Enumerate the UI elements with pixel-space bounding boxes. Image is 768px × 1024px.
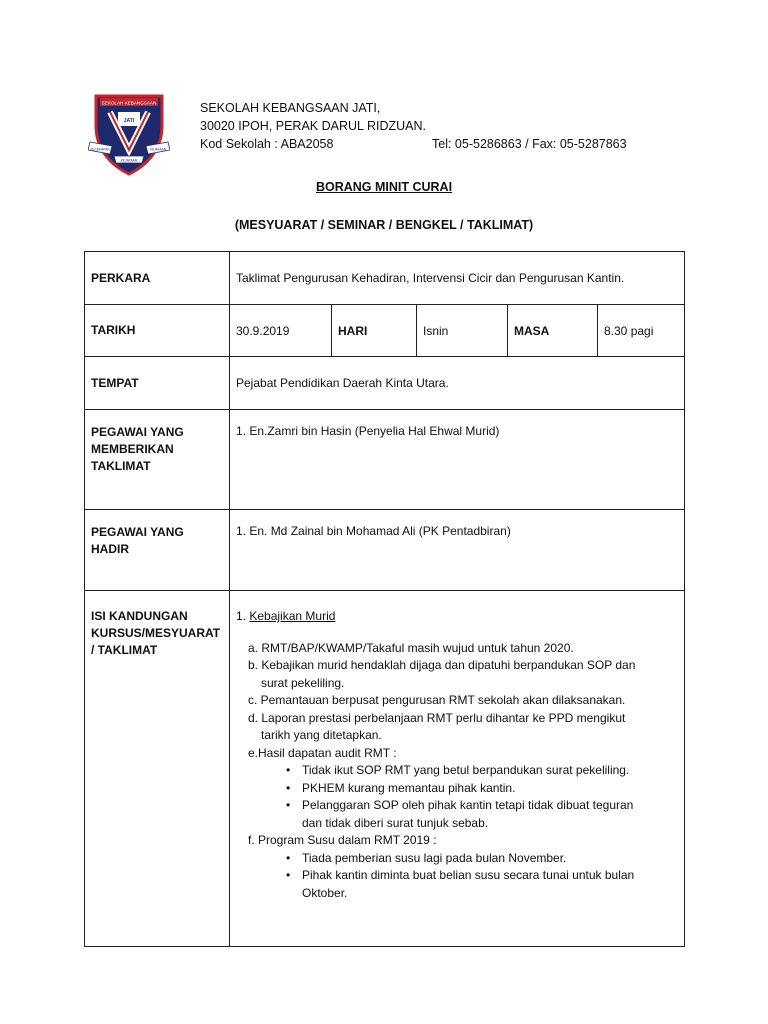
f-bullet-2-text: Pihak kantin diminta buat belian susu secara tunai untuk bulan xyxy=(302,868,635,882)
e-bullet-1 xyxy=(236,762,678,780)
school-code-contact-row xyxy=(200,135,627,153)
item-b-line1: b. Kebajikan murid hendaklah dijaga dan dipatuhi berpandukan SOP dan xyxy=(248,658,636,672)
pegawai-taklimat-label-line2: MEMBERIKAN xyxy=(91,442,174,456)
form-subtitle: (MESYUARAT / SEMINAR / BENGKEL / TAKLIMAT) xyxy=(234,218,534,232)
tempat-value: Pejabat Pendidikan Daerah Kinta Utara. xyxy=(230,357,685,410)
row-perkara xyxy=(85,252,685,305)
item-d-line2: tarikh yang ditetapkan. xyxy=(261,728,382,742)
bullet-icon: • xyxy=(286,763,291,777)
pegawai-hadir-label-line1: PEGAWAI YANG xyxy=(91,525,184,539)
masa-value: 8.30 pagi xyxy=(598,305,685,357)
pegawai-hadir-label xyxy=(85,510,230,591)
item-b-line2: surat pekeliling. xyxy=(261,675,345,690)
e-bullet-3-text-cont: dan tidak diberi surat tunjuk sebab. xyxy=(302,815,489,830)
tarikh-label: TARIKH xyxy=(85,305,230,357)
isi-label-line1: ISI KANDUNGAN xyxy=(91,609,188,623)
crest-right-ribbon: KEJAYAAN xyxy=(149,147,167,152)
item-c: c. Pemantauan berpusat pengurusan RMT sekolah akan dilaksanakan. xyxy=(248,693,626,707)
e-bullet-2-text: PKHEM kurang memantau pihak kantin. xyxy=(302,780,516,795)
pegawai-taklimat-label-line1: PEGAWAI YANG xyxy=(91,425,184,439)
isi-content xyxy=(230,591,685,947)
minutes-table xyxy=(84,251,685,947)
row-pegawai-taklimat xyxy=(85,410,685,510)
bullet-icon: • xyxy=(286,850,291,865)
row-tarikh xyxy=(85,305,685,357)
masa-label: MASA xyxy=(508,305,598,357)
e-bullet-1-text: Tidak ikut SOP RMT yang betul berpandukan surat pekeliling. xyxy=(302,763,630,777)
pegawai-hadir-label-line2: HADIR xyxy=(91,542,129,556)
crest-banner-text: SEKOLAH KEBANGSAAN xyxy=(101,100,157,106)
bullet-icon: • xyxy=(286,798,291,812)
e-bullet-3 xyxy=(236,797,678,832)
hari-value: Isnin xyxy=(417,305,508,357)
crest-left-ribbon: KECEKAPAN xyxy=(90,147,110,152)
school-code: Kod Sekolah : ABA2058 xyxy=(200,137,334,151)
item-d xyxy=(236,710,678,745)
pegawai-taklimat-label-line3: TAKLIMAT xyxy=(91,459,151,473)
tarikh-value: 30.9.2019 xyxy=(230,305,332,357)
e-bullet-3-text: Pelanggaran SOP oleh pihak kantin tetapi tidak dibuat teguran xyxy=(302,798,634,812)
hari-label: HARI xyxy=(332,305,417,357)
bullet-icon: • xyxy=(286,868,291,882)
section-number: 1. xyxy=(236,609,247,623)
e-bullet-2 xyxy=(236,780,678,798)
school-crest-logo xyxy=(88,92,170,178)
form-title: BORANG MINIT CURAI xyxy=(315,180,453,194)
school-header xyxy=(200,99,627,153)
isi-label-line2: KURSUS/MESYUARAT xyxy=(91,626,221,640)
school-address: 30020 IPOH, PERAK DARUL RIDZUAN. xyxy=(200,119,426,133)
section-title: Kebajikan Murid xyxy=(249,609,336,623)
perkara-label: PERKARA xyxy=(85,252,230,305)
row-pegawai-hadir xyxy=(85,510,685,591)
row-isi-kandungan xyxy=(85,591,685,947)
pegawai-taklimat-label xyxy=(85,410,230,510)
item-f: f. Program Susu dalam RMT 2019 : xyxy=(248,833,437,847)
item-b xyxy=(236,657,678,692)
crest-bottom-ribbon: KEJAYAAN xyxy=(120,158,138,163)
perkara-value: Taklimat Pengurusan Kehadiran, Intervensi Cicir dan Pengurusan Kantin. xyxy=(230,252,685,305)
isi-label xyxy=(85,591,230,947)
crest-center-text: JATI xyxy=(123,118,135,124)
row-tempat xyxy=(85,357,685,410)
item-d-line1: d. Laporan prestasi perbelanjaan RMT perlu dihantar ke PPD mengikut xyxy=(248,710,626,725)
pegawai-taklimat-value: 1. En.Zamri bin Hasin (Penyelia Hal Ehwal Murid) xyxy=(230,410,685,510)
section-heading xyxy=(236,608,678,626)
item-a: a. RMT/BAP/KWAMP/Takaful masih wujud untuk tahun 2020. xyxy=(248,640,574,655)
item-e: e.Hasil dapatan audit RMT : xyxy=(248,745,397,760)
pegawai-hadir-value: 1. En. Md Zainal bin Mohamad Ali (PK Pentadbiran) xyxy=(230,510,685,591)
tempat-label: TEMPAT xyxy=(85,357,230,410)
f-bullet-2 xyxy=(236,867,678,902)
school-name: SEKOLAH KEBANGSAAN JATI, xyxy=(200,101,381,115)
bullet-icon: • xyxy=(286,780,291,795)
isi-label-line3: / TAKLIMAT xyxy=(91,643,158,657)
f-bullet-1 xyxy=(236,850,678,868)
f-bullet-2-text-cont: Oktober. xyxy=(302,885,348,900)
school-contact: Tel: 05-5286863 / Fax: 05-5287863 xyxy=(432,137,627,151)
f-bullet-1-text: Tiada pemberian susu lagi pada bulan November. xyxy=(302,850,567,865)
